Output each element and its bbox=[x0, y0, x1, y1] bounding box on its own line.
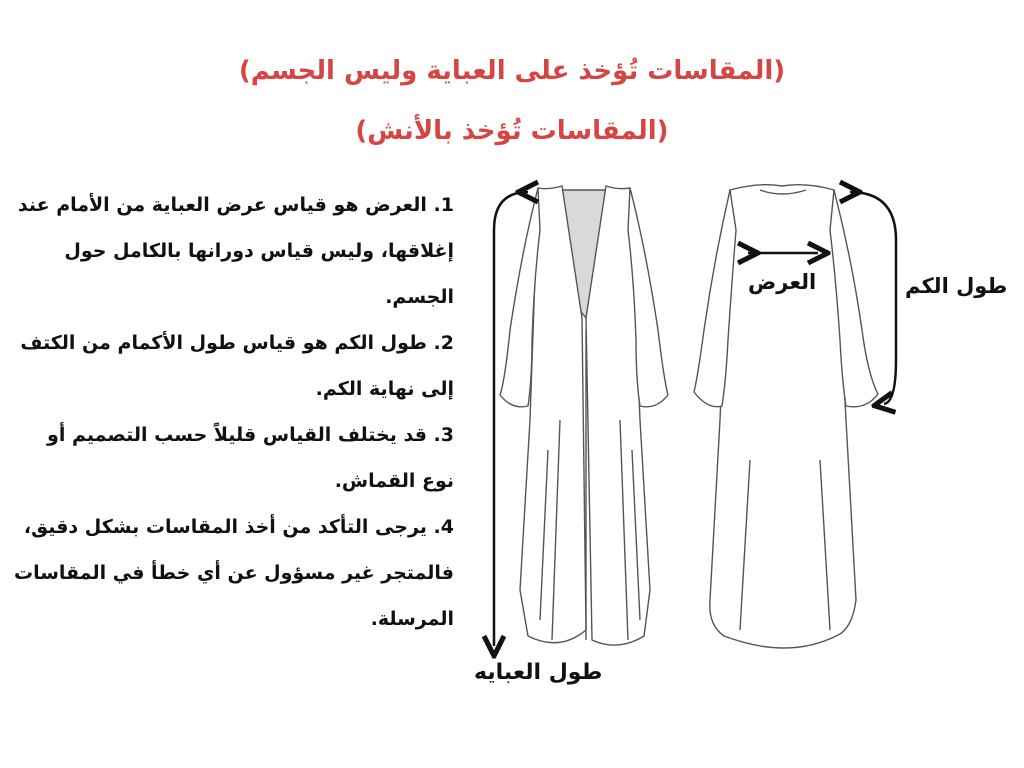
note-text: قد يختلف القياس قليلاً حسب التصميم أو نوع القماش. bbox=[47, 424, 454, 492]
note-number: 3. bbox=[433, 424, 454, 446]
note-number: 1. bbox=[433, 194, 454, 216]
note-number: 2. bbox=[433, 332, 454, 354]
abaya-length-label: طول العبايه bbox=[474, 660, 603, 685]
note-text: العرض هو قياس عرض العباية من الأمام عند إغلاقها، وليس قياس دورانها بالكامل حول الجسم. bbox=[17, 194, 454, 308]
note-text: يرجى التأكد من أخذ المقاسات بشكل دقيق، فالمتجر غير مسؤول عن أي خطأ في المقاسات المرسلة. bbox=[14, 516, 454, 630]
note-number: 4. bbox=[433, 516, 454, 538]
width-label: العرض bbox=[748, 270, 817, 294]
abaya-front-illustration bbox=[500, 186, 668, 645]
title-measurements-on-abaya: (المقاسات تُؤخذ على العباية وليس الجسم) bbox=[238, 56, 786, 86]
sleeve-length-label: طول الكم bbox=[905, 274, 1008, 298]
note-text: طول الكم هو قياس طول الأكمام من الكتف إلى نهاية الكم. bbox=[20, 332, 454, 400]
title-measurements-in-inches: (المقاسات تُؤخذ بالأنش) bbox=[355, 116, 669, 146]
